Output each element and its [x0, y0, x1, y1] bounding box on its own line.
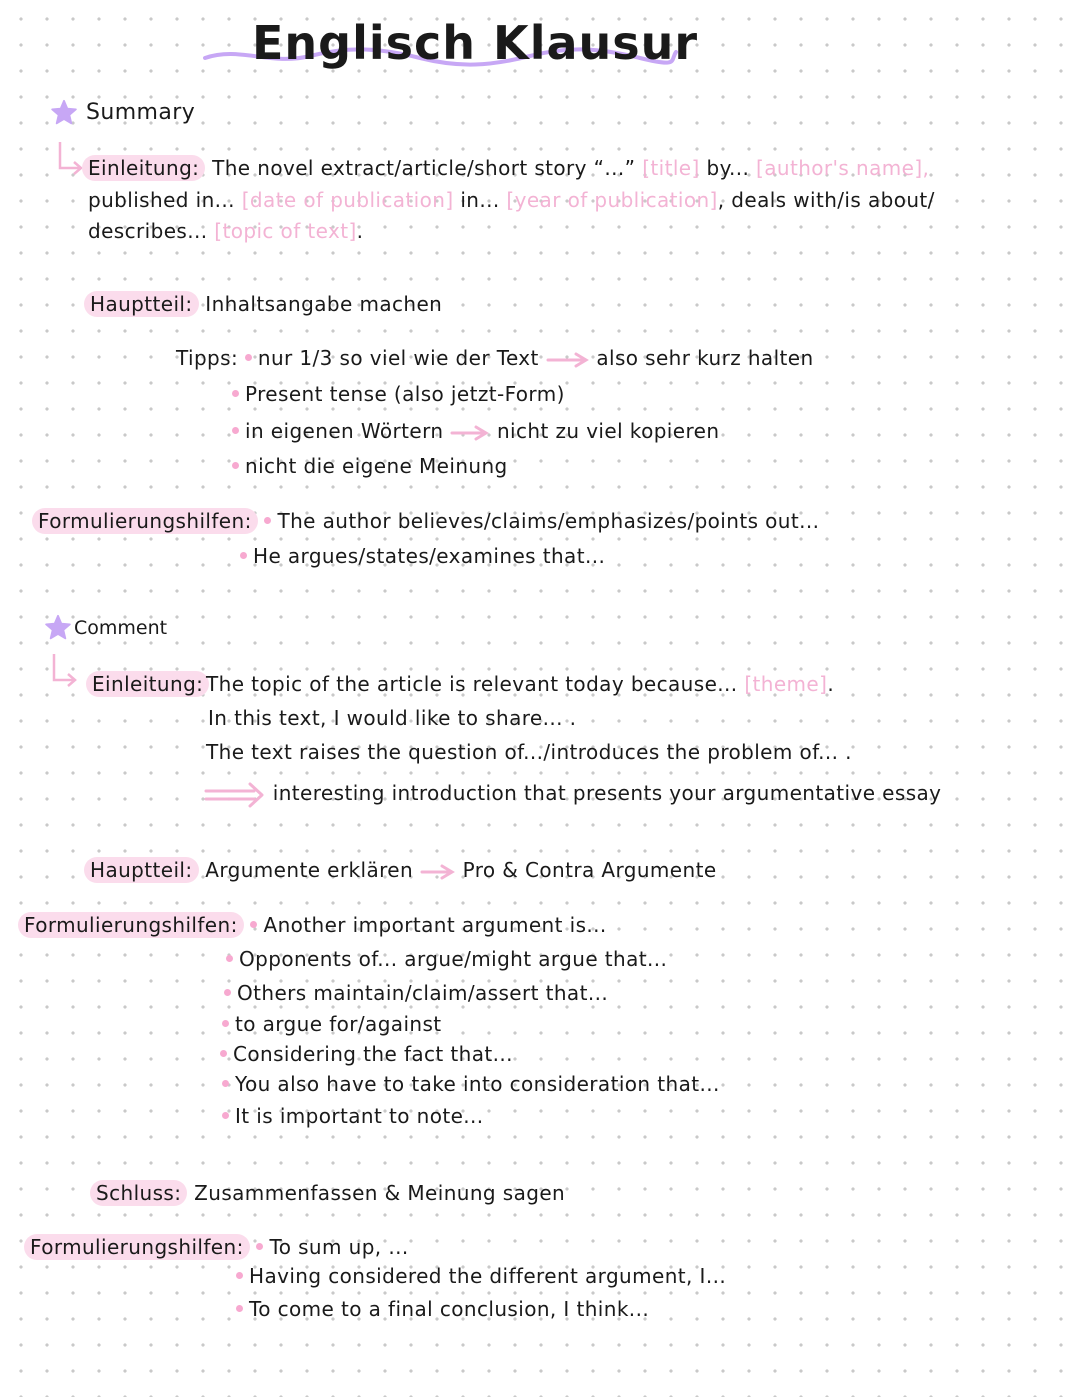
bullet-icon: [220, 1050, 227, 1057]
comment-formulierungshilfen-5: [220, 1041, 513, 1067]
text: nicht die eigene Meinung: [245, 454, 508, 478]
section-heading-summary: Summary: [86, 100, 196, 125]
page-title: Englisch Klausur: [252, 16, 699, 70]
text: nur 1/3 so viel wie der Text: [257, 346, 539, 370]
comment-einleitung-line3: The text raises the question of.../introduces the problem of... .: [206, 740, 852, 764]
text: published in...: [88, 188, 235, 212]
comment-schluss-formulierungshilfen-3: [236, 1296, 649, 1322]
tipps-item-4: [232, 453, 508, 479]
bullet-icon: [256, 1243, 263, 1250]
arrow-right-icon: [420, 863, 456, 881]
summary-einleitung-line2: [88, 187, 935, 213]
comment-formulierungshilfen-2: [226, 946, 667, 972]
text: interesting introduction that presents your argumentative essay: [272, 781, 942, 805]
label-formulierungshilfen: Formulierungshilfen:: [32, 508, 258, 534]
label-hauptteil: Hauptteil:: [84, 857, 199, 883]
bullet-icon: [222, 1080, 229, 1087]
summary-formulierungshilfen-1: [38, 508, 819, 534]
bullet-icon: [232, 462, 239, 469]
list-item: You also have to take into consideration that...: [235, 1072, 720, 1096]
comment-formulierungshilfen-3: [224, 980, 608, 1006]
summary-hauptteil: [90, 291, 442, 317]
list-item: Another important argument is...: [263, 913, 607, 937]
placeholder-author: [author's name],: [756, 156, 930, 180]
list-item: Opponents of... argue/might argue that...: [239, 947, 668, 971]
text: describes...: [88, 219, 208, 243]
bullet-icon: [224, 989, 231, 996]
bullet-icon: [264, 517, 271, 524]
text: .: [827, 672, 835, 696]
text: in eigenen Wörtern: [245, 419, 444, 443]
star-icon: [44, 614, 72, 642]
placeholder-theme: [theme]: [744, 672, 828, 696]
double-arrow-right-icon: [204, 782, 266, 808]
text: by...: [706, 156, 750, 180]
label-formulierungshilfen: Formulierungshilfen:: [24, 1234, 250, 1260]
comment-formulierungshilfen-4: [222, 1011, 442, 1037]
text: Pro & Contra Argumente: [462, 858, 717, 882]
corner-arrow-icon: [50, 652, 80, 688]
tipps-item-2: [232, 381, 565, 407]
text: also sehr kurz halten: [596, 346, 814, 370]
label-einleitung: Einleitung:: [82, 155, 205, 181]
placeholder-year: [year of publication]: [506, 188, 718, 212]
list-item: To come to a final conclusion, I think...: [249, 1297, 650, 1321]
tipps-item-3: [232, 418, 719, 444]
bullet-icon: [236, 1305, 243, 1312]
list-item: Considering the fact that...: [233, 1042, 513, 1066]
bullet-icon: [232, 390, 239, 397]
list-item: It is important to note...: [235, 1104, 484, 1128]
bullet-icon: [232, 427, 239, 434]
comment-formulierungshilfen-1: [24, 912, 607, 938]
summary-einleitung-line1: [88, 155, 929, 181]
label-schluss: Schluss:: [90, 1180, 187, 1206]
comment-einleitung-line1: [206, 671, 834, 697]
arrow-right-icon: [450, 424, 490, 442]
label-einleitung: Einleitung:: [86, 671, 209, 697]
summary-einleitung-line3: [88, 218, 363, 244]
label-tipps: Tipps:: [176, 346, 239, 370]
summary-formulierungshilfen-2: [240, 543, 605, 569]
placeholder-title: [title]: [642, 156, 700, 180]
text: Inhaltsangabe machen: [205, 292, 443, 316]
list-item: Others maintain/claim/assert that...: [237, 981, 609, 1005]
comment-einleitung-line2: In this text, I would like to share... .: [208, 706, 577, 730]
comment-schluss-formulierungshilfen-2: [236, 1263, 726, 1289]
comment-einleitung-label: [92, 671, 209, 697]
text: The novel extract/article/short story “...”: [212, 156, 636, 180]
list-item: To sum up, ...: [269, 1235, 409, 1259]
text: .: [356, 219, 364, 243]
comment-formulierungshilfen-6: [222, 1071, 720, 1097]
section-heading-comment: Comment: [74, 617, 168, 639]
list-item: to argue for/against: [235, 1012, 442, 1036]
list-item: Having considered the different argument, I...: [249, 1264, 727, 1288]
comment-einleitung-line4: [204, 780, 941, 808]
comment-hauptteil: [90, 857, 717, 883]
bullet-icon: [240, 552, 247, 559]
list-item: The author believes/claims/emphasizes/points out...: [277, 509, 820, 533]
star-icon: [50, 99, 78, 127]
text: , deals with/is about/: [717, 188, 935, 212]
placeholder-date: [date of publication]: [241, 188, 454, 212]
comment-schluss-formulierungshilfen-1: [30, 1234, 409, 1260]
text: nicht zu viel kopieren: [496, 419, 720, 443]
text: The topic of the article is relevant today because...: [206, 672, 738, 696]
text: Zusammenfassen & Meinung sagen: [194, 1181, 566, 1205]
text: Present tense (also jetzt-Form): [245, 382, 565, 406]
comment-schluss: [96, 1180, 565, 1206]
bullet-icon: [236, 1272, 243, 1279]
text: Argumente erklären: [205, 858, 414, 882]
bullet-icon: [250, 921, 257, 928]
list-item: He argues/states/examines that...: [253, 544, 606, 568]
bullet-icon: [222, 1020, 229, 1027]
label-hauptteil: Hauptteil:: [84, 291, 199, 317]
arrow-right-icon: [546, 351, 590, 369]
placeholder-topic: [topic of text]: [214, 219, 357, 243]
comment-formulierungshilfen-7: [222, 1103, 484, 1129]
bullet-icon: [222, 1112, 229, 1119]
bullet-icon: [245, 354, 252, 361]
label-formulierungshilfen: Formulierungshilfen:: [18, 912, 244, 938]
bullet-icon: [226, 955, 233, 962]
text: in...: [460, 188, 500, 212]
tipps-item-1: [176, 345, 814, 371]
